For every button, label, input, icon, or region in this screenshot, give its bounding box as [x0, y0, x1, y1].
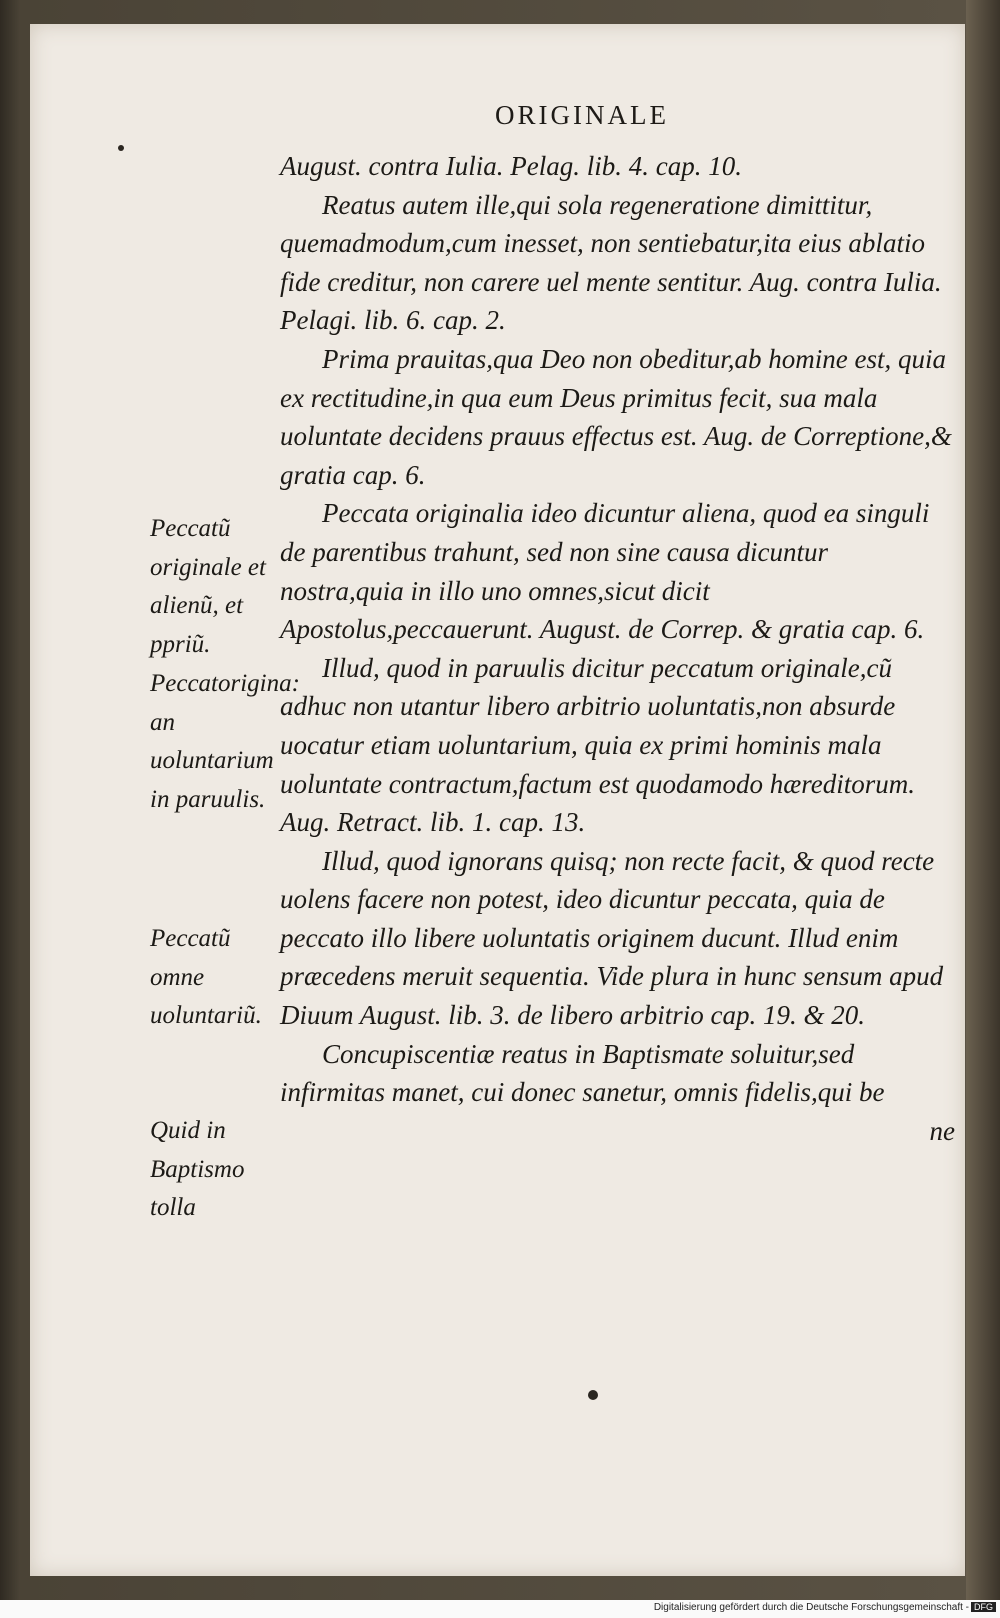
paragraph: Peccata originalia ideo dicuntur aliena, quod ea singuli de parentibus trahunt, sed non sine causa dicuntur nostra,quia in illo uno omnes,sicut dicit Apostolus,peccauerunt. August. de Correp. & gratia cap. 6. [280, 498, 930, 645]
ink-mark [588, 1390, 598, 1400]
catchword: ne [929, 1115, 955, 1146]
paragraph: Illud, quod ignorans quisq; non recte facit, & quod recte uolens facere non potest, ideo dicuntur peccata, quia de peccato illo libere uoluntatis originem ducunt. Illud enim præcedens meruit sequentia. Vide plura in hunc sensum apud Diuum August. lib. 3. de libero arbitrio cap. 19. & 20. [280, 845, 944, 1031]
dfg-logo: DFG [971, 1602, 996, 1612]
footer-text: Digitalisierung gefördert durch die Deutsche Forschungsgemeinschaft - [653, 1602, 969, 1613]
paragraph: Concupiscentiæ reatus in Baptismate soluitur,sed infirmitas manet, cui donec sanetur, omnis fidelis,qui be [280, 1038, 885, 1108]
margin-note: Peccatorigina: an uoluntarium in paruulis. [150, 670, 300, 813]
margin-note: Peccatũ originale et alienũ, et ppriũ. [150, 515, 266, 658]
paragraph: Illud, quod in paruulis dicitur peccatum originale,cũ adhuc non utantur libero arbitrio uoluntatis,non absurde uocatur etiam uoluntarium, quia ex primi hominis mala uoluntate contractum,factum est quodamodo hæreditorum. Aug. Retract. lib. 1. cap. 13. [280, 652, 915, 838]
main-text [280, 147, 955, 1150]
paragraph: Reatus autem ille,qui sola regeneratione dimittitur, quemadmodum,cum inesset, non sentiebatur,ita eius ablatio fide creditur, non carere uel mente sentitur. Aug. contra Iulia. Pelagi. lib. 6. cap. 2. [280, 189, 942, 336]
ink-mark [118, 145, 124, 151]
paragraph: August. contra Iulia. Pelag. lib. 4. cap. 10. [280, 151, 742, 181]
margin-note: Peccatũ omne uoluntariũ. [150, 925, 262, 1030]
paragraph: Prima prauitas,qua Deo non obeditur,ab homine est, quia ex rectitudine,in qua eum Deus primitus fecit, sua mala uoluntate decidens prauus effectus est. Aug. de Correptione,& gratia cap. 6. [280, 343, 952, 490]
running-head: ORIGINALE [495, 100, 669, 130]
footer [0, 1600, 1000, 1618]
margin-note: Quid in Baptismo tolla [150, 1117, 245, 1222]
page-edge [966, 0, 1000, 1600]
